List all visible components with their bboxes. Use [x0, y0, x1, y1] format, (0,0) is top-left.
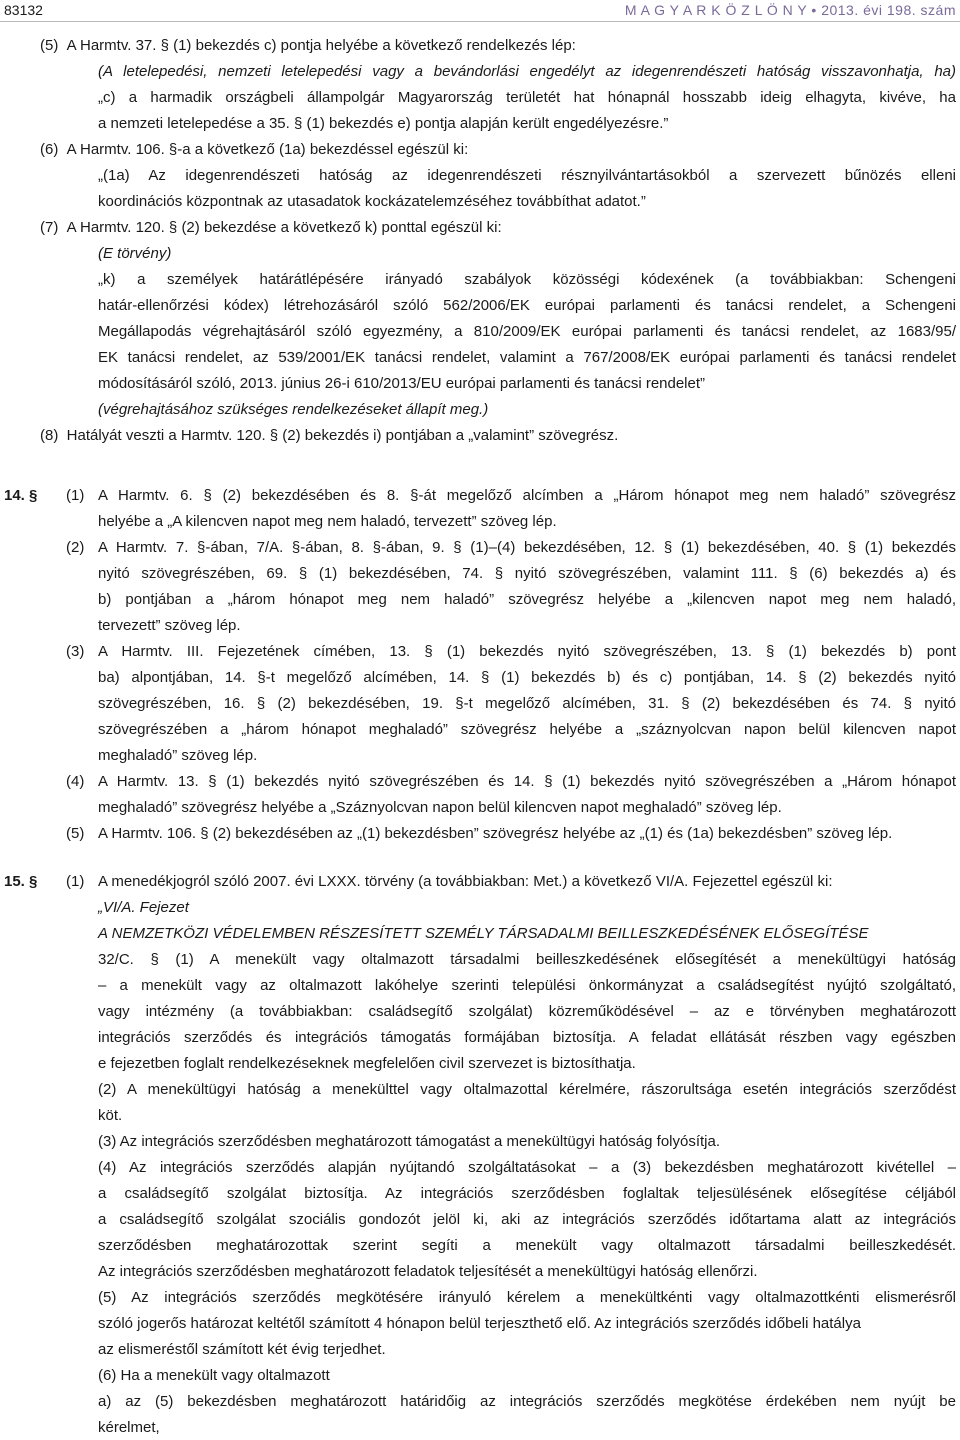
text-line: határ-ellenőrzési kódex) létrehozásáról szóló 562/2006/EK európai parlamenti és tanácsi rendelet, a Schengeni — [98, 297, 956, 314]
text-line: Az integrációs szerződésben meghatározott feladatok teljesítését a menekültügyi hatóság ellenőrzi. — [98, 1263, 758, 1280]
text-line: köt. — [98, 1107, 123, 1124]
text-line: (1) — [66, 873, 85, 890]
text-line: A Harmtv. 106. § (2) bekezdésében az „(1) bekezdésben” szövegrész helyébe az „(1) és (1a) bekezdésben” szöveg lép. — [98, 825, 893, 842]
text-line: kérelmet, — [98, 1419, 160, 1436]
text-line: (3) Az integrációs szerződésben meghatározott támogatást a menekültügyi hatóság folyósítja. — [98, 1133, 721, 1150]
text-line: vagy intézmény (a továbbiakban: családsegítő szolgálat) közreműködésével – az e törvényben meghatározott — [98, 1003, 956, 1020]
text-line: (5) Az integrációs szerződés megkötésére irányuló kérelem a menekültkénti vagy oltalmazottkénti elismerésről — [98, 1289, 956, 1306]
text-line: (5) — [66, 825, 85, 842]
text-line: (5) A Harmtv. 37. § (1) bekezdés c) pontja helyébe a következő rendelkezés lép: — [40, 37, 576, 54]
text-line: (2) — [66, 539, 85, 556]
text-line: A NEMZETKÖZI VÉDELEMBEN RÉSZESÍTETT SZEMÉLY TÁRSADALMI BEILLESZKEDÉSÉNEK ELŐSEGÍTÉSE — [98, 925, 869, 942]
text-line: (A letelepedési, nemzeti letelepedési vagy a bevándorlási engedélyt az idegenrendészeti hatóság visszavonhatja, ha) — [98, 63, 956, 80]
text-line: EK tanácsi rendelet, az 539/2001/EK tanácsi rendelet, valamint a 767/2008/EK európai parlamenti és tanácsi rendelet — [98, 349, 956, 366]
text-line: meghaladó” szöveg lép. — [98, 747, 258, 764]
page-number: 83132 — [4, 2, 43, 18]
text-line: (E törvény) — [98, 245, 172, 262]
text-line: A Harmtv. III. Fejezetének címében, 13. § (1) bekezdés nyitó szövegrészében, 13. § (1) bekezdés b) pont — [98, 643, 956, 660]
text-line: szövegrészében a „három hónapot meghaladó” szövegrész helyébe a „száznyolcvan napon belül kilencven napot — [98, 721, 956, 738]
text-line: a nemzeti letelepedése a 35. § (1) bekezdés e) pontja alapján került engedélyezésre.” — [98, 115, 669, 132]
text-line: az elismeréstől számított két évig terjedhet. — [98, 1341, 386, 1358]
text-line: nyitó szövegrészében, 69. § (1) bekezdésében, 74. § nyitó szövegrészében, valamint 111. § (6) bekezdés a) és — [98, 565, 956, 582]
text-line: b) pontjában a „három hónapot meg nem haladó” szövegrész helyébe a „kilencven napot meg nem haladó, — [98, 591, 956, 608]
text-line: szövegrészében, 16. § (2) bekezdésében, 19. §-t megelőző alcímében, 31. § (2) bekezdésében és 74. § nyitó — [98, 695, 956, 712]
text-line: a családsegítő szolgálat biztosítja. Az integrációs szerződésben foglaltak teljesülésének elősegítése céljából — [98, 1185, 956, 1202]
text-line: a) az (5) bekezdésben meghatározott határidőig az integrációs szerződés megkötése érdekében nem nyújt be — [98, 1393, 956, 1410]
text-line: szóló jogerős határozat keltétől számított 4 hónapon belül terjeszthető elő. Az integrációs szerződés időbeli hatálya — [98, 1315, 861, 1332]
text-line: (6) Ha a menekült vagy oltalmazott — [98, 1367, 330, 1384]
text-line: integrációs szerződés és integrációs támogatás formájában biztosítja. A feladat ellátását részben vagy egészben — [98, 1029, 956, 1046]
text-line: (1) — [66, 487, 85, 504]
text-line: (7) A Harmtv. 120. § (2) bekezdése a következő k) ponttal egészül ki: — [40, 219, 502, 236]
text-line: (4) — [66, 773, 85, 790]
text-line: A Harmtv. 6. § (2) bekezdésében és 8. §-át megelőző alcímben a „Három hónapot meg nem haladó” szövegrész — [98, 487, 956, 504]
text-line: Megállapodás végrehajtásáról szóló egyezmény, a 810/2009/EK európai parlamenti és tanácsi rendelet, az 1683/95/ — [98, 323, 956, 340]
text-line: A menedékjogról szóló 2007. évi LXXX. törvény (a továbbiakban: Met.) a következő VI/A. Fejezettel egészül ki: — [98, 873, 833, 890]
text-line: koordinációs központnak az utasadatok kockázatelemzéséhez továbbíthat adatot.” — [98, 193, 646, 210]
text-line: ba) alpontjában, 14. §-t megelőző alcímében, 14. § (1) bekezdés b) és c) pontjában, 14. § (2) bekezdés nyitó — [98, 669, 956, 686]
text-line: a családsegítő szolgálat szociális gondozót jelöl ki, aki az integrációs szerződés időtartama alatt az integrációs — [98, 1211, 956, 1228]
text-line: (végrehajtásához szükséges rendelkezéseket állapít meg.) — [98, 401, 489, 418]
text-line: 32/C. § (1) A menekült vagy oltalmazott társadalmi beilleszkedésének elősegítését a menekültügyi hatóság — [98, 951, 956, 968]
text-line: szerződésben meghatározottak szerint segíti a menekült vagy oltalmazott társadalmi beilleszkedését. — [98, 1237, 956, 1254]
text-line: „(1a) Az idegenrendészeti hatóság az idegenrendészeti résznyilvántartásokból a szervezett bűnözés elleni — [98, 167, 956, 184]
text-line: (2) A menekültügyi hatóság a menekülttel vagy oltalmazottal kérelmére, rászorultsága esetén integrációs szerződést — [98, 1081, 956, 1098]
header-divider — [0, 21, 960, 22]
text-line: „VI/A. Fejezet — [98, 899, 189, 916]
text-line: (4) Az integrációs szerződés alapján nyújtandó szolgáltatásokat – a (3) bekezdésben meghatározott kivétellel – — [98, 1159, 956, 1176]
text-line: „k) a személyek határátlépésére irányadó szabályok közösségi kódexének (a továbbiakban: Schengeni — [98, 271, 956, 288]
text-line: (6) A Harmtv. 106. §-a a következő (1a) bekezdéssel egészül ki: — [40, 141, 469, 158]
text-line: „c) a harmadik országbeli állampolgár Magyarország területét hat hónapnál hosszabb ideig elhagyta, kivéve, ha — [98, 89, 956, 106]
text-line: A Harmtv. 7. §-ában, 7/A. §-ában, 8. §-ában, 9. § (1)–(4) bekezdésében, 12. § (1) bekezdésében, 40. § (1) bekezdés — [98, 539, 956, 556]
text-line: helyébe a „A kilencven napot meg nem haladó, tervezett” szöveg lép. — [98, 513, 557, 530]
text-line: – a menekült vagy az oltalmazott lakóhelye szerinti települési önkormányzat a családsegítést nyújtó szolgáltató, — [98, 977, 956, 994]
journal-title: M A G Y A R K Ö Z L Ö N Y • 2013. évi 198. szám — [624, 2, 956, 18]
text-line: módosításáról szóló, 2013. június 26-i 610/2013/EU európai parlamenti és tanácsi rendelet” — [98, 375, 706, 392]
section-number: 15. § — [4, 873, 38, 890]
section-number: 14. § — [4, 487, 38, 504]
text-line: meghaladó” szövegrész helyébe a „Száznyolcvan napon belül kilencven napot meghaladó” szöveg lép. — [98, 799, 782, 816]
text-line: e fejezetben foglalt rendelkezéseknek megfelelően civil szervezet is biztosíthatja. — [98, 1055, 636, 1072]
text-line: tervezett” szöveg lép. — [98, 617, 241, 634]
text-line: A Harmtv. 13. § (1) bekezdés nyitó szövegrészében és 14. § (1) bekezdés nyitó szövegrészében a „Három hónapot — [98, 773, 956, 790]
text-line: (3) — [66, 643, 85, 660]
text-line: (8) Hatályát veszti a Harmtv. 120. § (2) bekezdés i) pontjában a „valamint” szövegrész. — [40, 427, 619, 444]
